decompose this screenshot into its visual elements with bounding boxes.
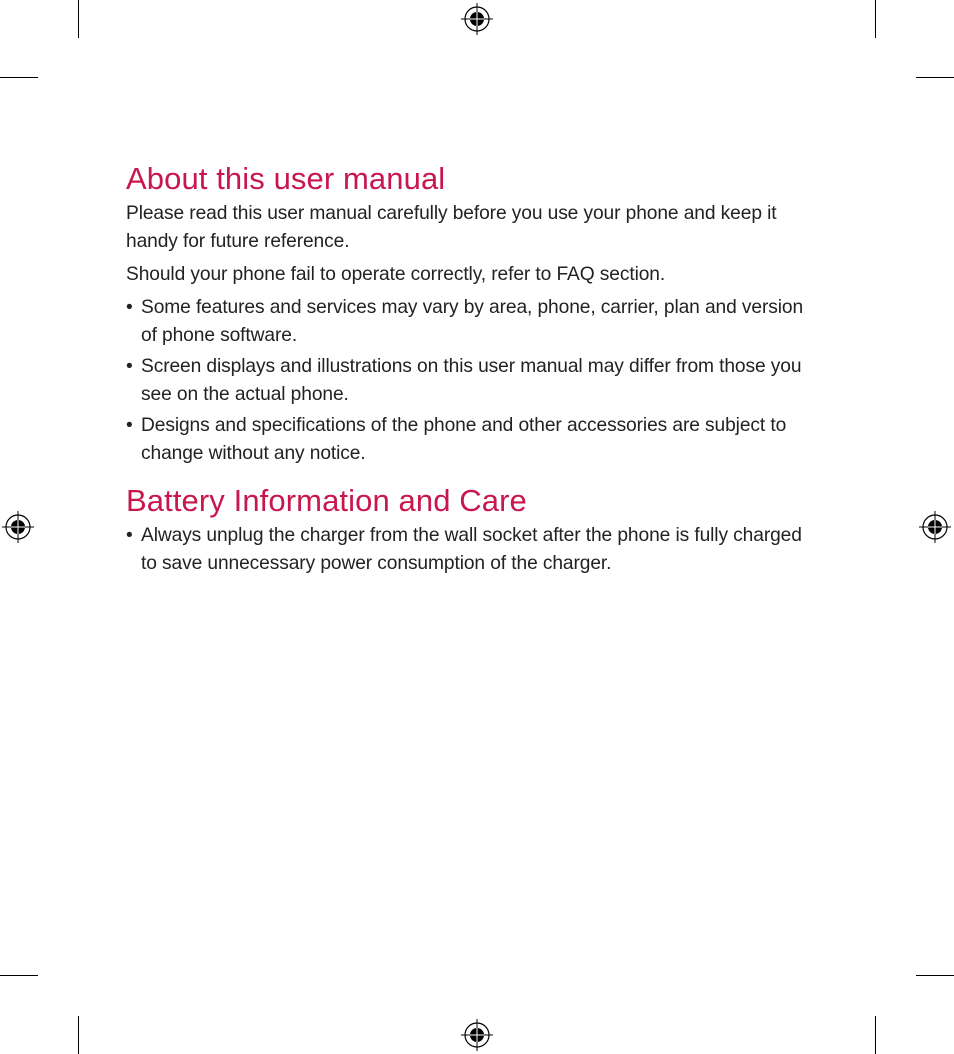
- list-item-text: Some features and services may vary by area, phone, carrier, plan and version of phone software.: [141, 297, 804, 346]
- crop-mark-top-right-horizontal: [916, 77, 954, 78]
- list-item-text: Screen displays and illustrations on this user manual may differ from those you see on the actual phone.: [141, 356, 802, 405]
- registration-mark-icon: [461, 3, 493, 35]
- about-paragraph: Please read this user manual carefully before you use your phone and keep it handy for future reference.: [126, 203, 777, 252]
- crop-mark-bottom-left-horizontal: [0, 975, 38, 976]
- list-item: [126, 353, 806, 409]
- manual-page-content: [126, 160, 806, 581]
- about-bullet-list: [126, 294, 806, 468]
- battery-bullet-list: [126, 522, 806, 578]
- crop-mark-bottom-right-horizontal: [916, 975, 954, 976]
- list-item-text: Always unplug the charger from the wall socket after the phone is fully charged to save unnecessary power consumption of the charger.: [141, 525, 802, 574]
- section-title-battery: Battery Information and Care: [126, 483, 527, 518]
- registration-mark-icon: [461, 1019, 493, 1051]
- list-item: [126, 522, 806, 578]
- bullet-glyph: •: [126, 297, 133, 318]
- about-paragraph: Should your phone fail to operate correctly, refer to FAQ section.: [126, 264, 666, 285]
- crop-mark-bottom-right-vertical: [875, 1016, 876, 1054]
- section-title-about: About this user manual: [126, 161, 446, 196]
- crop-mark-top-right-vertical: [875, 0, 876, 38]
- list-item-text: Designs and specifications of the phone and other accessories are subject to change without any notice.: [141, 415, 787, 464]
- crop-mark-top-left-horizontal: [0, 77, 38, 78]
- bullet-glyph: •: [126, 415, 133, 436]
- registration-mark-icon: [919, 511, 951, 543]
- bullet-glyph: •: [126, 356, 133, 377]
- crop-mark-top-left-vertical: [78, 0, 79, 38]
- list-item: [126, 294, 806, 350]
- crop-mark-bottom-left-vertical: [78, 1016, 79, 1054]
- list-item: [126, 412, 806, 468]
- registration-mark-icon: [2, 511, 34, 543]
- bullet-glyph: •: [126, 525, 133, 546]
